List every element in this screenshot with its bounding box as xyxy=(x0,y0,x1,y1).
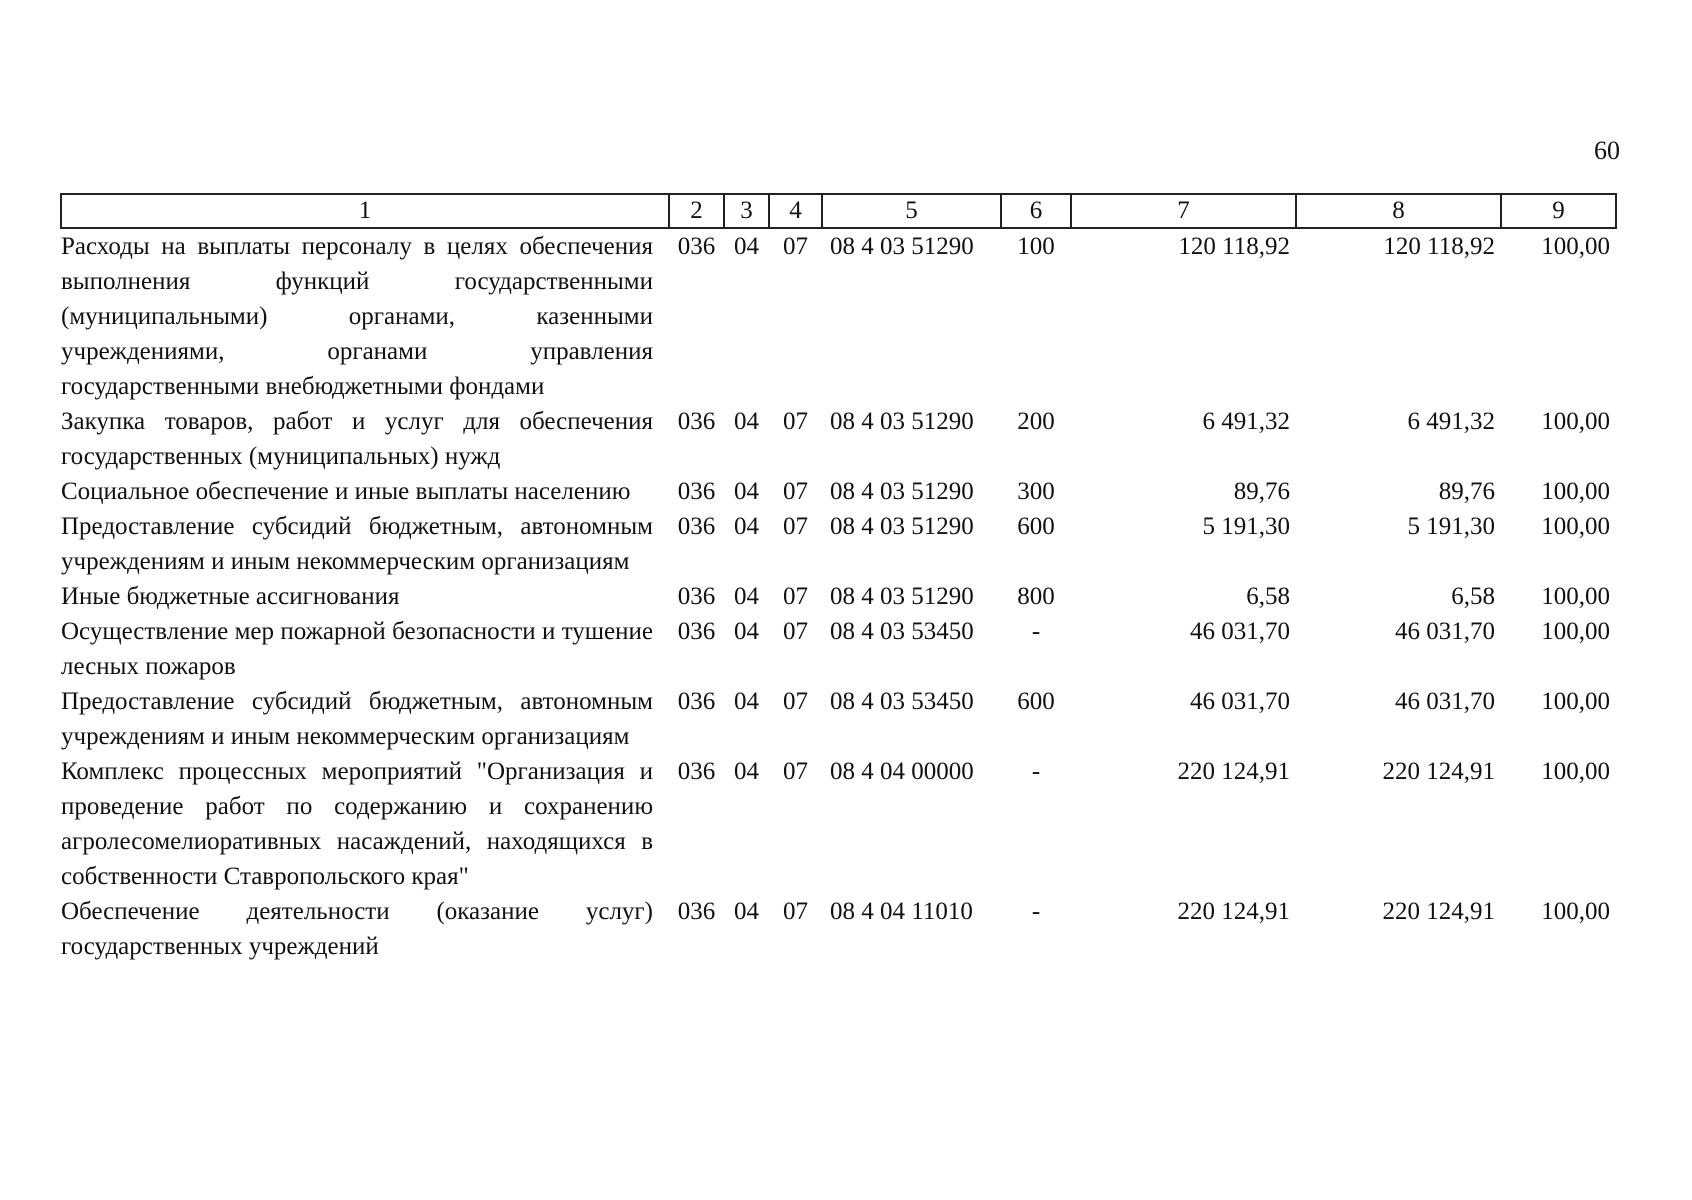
planned-amount: 6,58 xyxy=(1246,583,1290,610)
planned-amount: 5 191,30 xyxy=(1202,513,1290,540)
ministry-code: 036 xyxy=(677,898,716,925)
table-row xyxy=(61,894,1616,964)
target-article-code: 08 4 03 51290 xyxy=(830,513,974,540)
executed-amount: 6,58 xyxy=(1451,583,1495,610)
subsection-code: 07 xyxy=(783,898,808,925)
section-code: 04 xyxy=(734,618,759,645)
expense-name: Предоставление субсидий бюджетным, автономным учреждениям и иным некоммерческим организациям xyxy=(61,688,653,750)
executed-amount: 5 191,30 xyxy=(1407,513,1495,540)
table-row xyxy=(61,579,1616,614)
target-article-code: 08 4 03 51290 xyxy=(830,583,974,610)
execution-percent: 100,00 xyxy=(1541,898,1610,925)
execution-percent: 100,00 xyxy=(1541,758,1610,785)
execution-percent: 100,00 xyxy=(1541,688,1610,715)
planned-amount: 46 031,70 xyxy=(1190,618,1290,645)
execution-percent: 100,00 xyxy=(1541,478,1610,505)
subsection-code: 07 xyxy=(783,408,808,435)
expense-name: Обеспечение деятельности (оказание услуг) государственных учреждений xyxy=(61,898,653,960)
section-code: 04 xyxy=(734,583,759,610)
target-article-code: 08 4 04 00000 xyxy=(830,758,974,785)
header-cell: 8 xyxy=(1296,194,1501,228)
expense-name: Закупка товаров, работ и услуг для обеспечения государственных (муниципальных) нужд xyxy=(61,408,653,470)
planned-amount: 220 124,91 xyxy=(1177,898,1290,925)
section-code: 04 xyxy=(734,758,759,785)
ministry-code: 036 xyxy=(677,618,716,645)
executed-amount: 6 491,32 xyxy=(1407,408,1495,435)
expense-name: Социальное обеспечение и иные выплаты населению xyxy=(61,478,631,505)
expense-type-code: 800 xyxy=(1017,583,1055,610)
header-row xyxy=(61,194,1616,228)
expense-name: Осуществление мер пожарной безопасности и тушение лесных пожаров xyxy=(61,618,653,680)
expense-name: Комплекс процессных мероприятий "Организация и проведение работ по содержанию и сохранению агролесомелиоративных насаждений, находящихся в собственности Ставропольского края" xyxy=(61,758,653,890)
expense-type-code: 100 xyxy=(1017,233,1055,260)
target-article-code: 08 4 03 51290 xyxy=(830,478,974,505)
target-article-code: 08 4 03 53450 xyxy=(830,688,974,715)
expense-type-code: - xyxy=(1031,898,1041,925)
subsection-code: 07 xyxy=(783,758,808,785)
execution-percent: 100,00 xyxy=(1541,618,1610,645)
section-code: 04 xyxy=(734,513,759,540)
table-row xyxy=(61,474,1616,509)
subsection-code: 07 xyxy=(783,513,808,540)
ministry-code: 036 xyxy=(677,688,716,715)
section-code: 04 xyxy=(734,478,759,505)
ministry-code: 036 xyxy=(677,758,716,785)
expense-type-code: 300 xyxy=(1017,478,1055,505)
section-code: 04 xyxy=(734,408,759,435)
ministry-code: 036 xyxy=(677,408,716,435)
executed-amount: 46 031,70 xyxy=(1395,618,1495,645)
target-article-code: 08 4 04 11010 xyxy=(830,898,973,925)
section-code: 04 xyxy=(734,233,759,260)
section-code: 04 xyxy=(734,688,759,715)
executed-amount: 89,76 xyxy=(1438,478,1495,505)
header-cell: 7 xyxy=(1071,194,1296,228)
planned-amount: 6 491,32 xyxy=(1202,408,1290,435)
header-cell: 6 xyxy=(1001,194,1071,228)
expense-type-code: - xyxy=(1031,618,1041,645)
header-cell: 3 xyxy=(724,194,769,228)
subsection-code: 07 xyxy=(783,583,808,610)
planned-amount: 46 031,70 xyxy=(1190,688,1290,715)
expense-name: Предоставление субсидий бюджетным, автономным учреждениям и иным некоммерческим организациям xyxy=(61,513,653,575)
table-row xyxy=(61,754,1616,894)
executed-amount: 220 124,91 xyxy=(1382,898,1495,925)
expense-type-code: 600 xyxy=(1017,513,1055,540)
ministry-code: 036 xyxy=(677,583,716,610)
executed-amount: 46 031,70 xyxy=(1395,688,1495,715)
expense-type-code: 600 xyxy=(1017,688,1055,715)
header-cell: 4 xyxy=(769,194,822,228)
execution-percent: 100,00 xyxy=(1541,408,1610,435)
expense-name: Расходы на выплаты персоналу в целях обеспечения выполнения функций государственными (муниципальными) органами, казенными учреждениями, органами управления государственными внебюджетными фондами xyxy=(61,233,653,400)
table-row xyxy=(61,509,1616,579)
table-row xyxy=(61,404,1616,474)
subsection-code: 07 xyxy=(783,478,808,505)
execution-percent: 100,00 xyxy=(1541,583,1610,610)
header-cell: 2 xyxy=(669,194,724,228)
table-row xyxy=(61,684,1616,754)
header-cell: 5 xyxy=(822,194,1001,228)
subsection-code: 07 xyxy=(783,618,808,645)
executed-amount: 220 124,91 xyxy=(1382,758,1495,785)
target-article-code: 08 4 03 51290 xyxy=(830,233,974,260)
execution-percent: 100,00 xyxy=(1541,513,1610,540)
expense-type-code: - xyxy=(1031,758,1041,785)
planned-amount: 220 124,91 xyxy=(1177,758,1290,785)
table-row xyxy=(61,228,1616,404)
target-article-code: 08 4 03 53450 xyxy=(830,618,974,645)
ministry-code: 036 xyxy=(677,513,716,540)
planned-amount: 120 118,92 xyxy=(1178,233,1290,260)
executed-amount: 120 118,92 xyxy=(1383,233,1495,260)
table-row xyxy=(61,614,1616,684)
header-cell: 9 xyxy=(1501,194,1616,228)
subsection-code: 07 xyxy=(783,688,808,715)
planned-amount: 89,76 xyxy=(1233,478,1290,505)
target-article-code: 08 4 03 51290 xyxy=(830,408,974,435)
header-cell: 1 xyxy=(61,194,669,228)
ministry-code: 036 xyxy=(677,233,716,260)
page-number: 60 xyxy=(1594,136,1620,165)
subsection-code: 07 xyxy=(783,233,808,260)
budget-table xyxy=(60,193,1617,964)
ministry-code: 036 xyxy=(677,478,716,505)
expense-name: Иные бюджетные ассигнования xyxy=(61,583,400,610)
section-code: 04 xyxy=(734,898,759,925)
execution-percent: 100,00 xyxy=(1541,233,1610,260)
expense-type-code: 200 xyxy=(1017,408,1055,435)
